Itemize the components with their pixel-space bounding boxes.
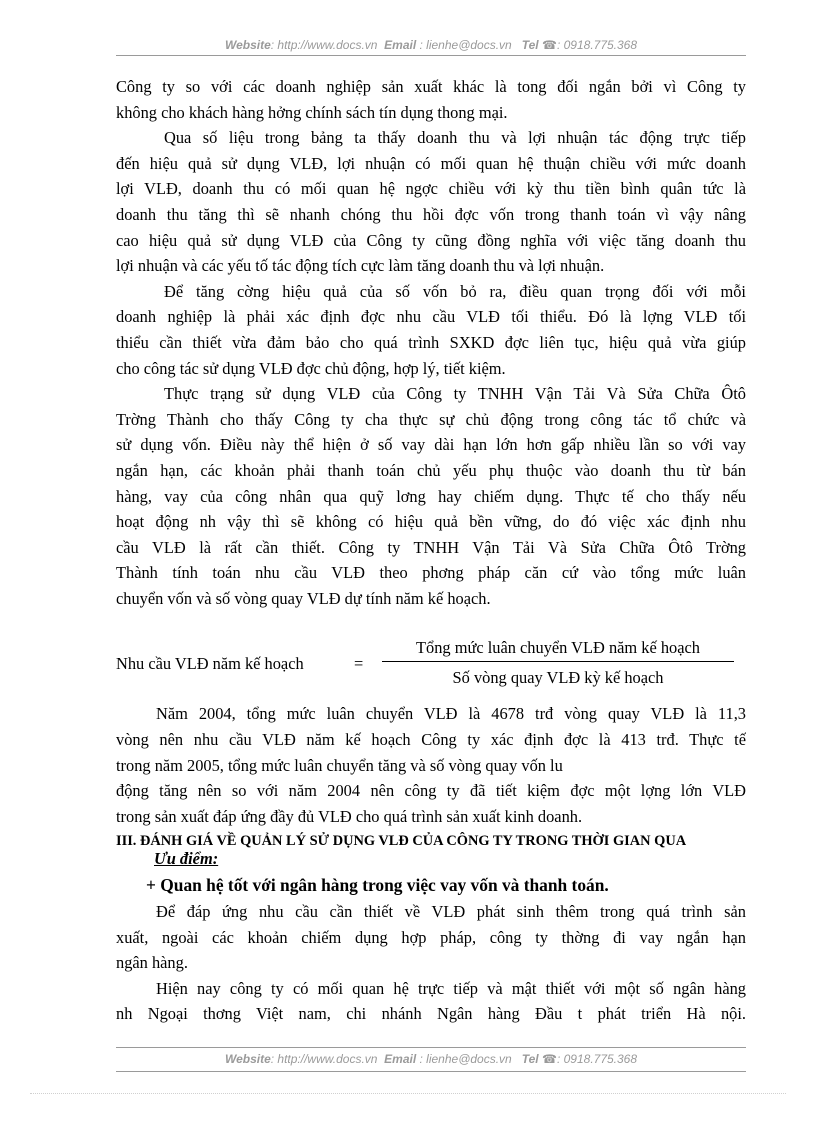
website-label: Website	[224, 38, 271, 52]
footer-rule-top	[116, 1047, 746, 1048]
page-footer	[116, 1052, 746, 1066]
page-edge-dots	[30, 1093, 786, 1094]
tel-value: : 0918.775.368	[556, 1052, 638, 1066]
text-line: Thực trạng sử dụng VLĐ của Công ty TNHH Vận Tải Và Sửa Chữa Ôtô	[164, 384, 746, 404]
tel-label: Tel	[521, 38, 539, 52]
paragraph-6	[116, 899, 746, 976]
text-line: xuất, ngoài các khoản chiếm dụng hợp pháp, công ty thờng đi vay ngắn hạn	[116, 927, 746, 947]
text-line: không cho khách hàng hởng chính sách tín dụng thong mại.	[116, 102, 508, 122]
text-line: Để tăng cờng hiệu quả của số vốn bỏ ra, điều quan trọng đối với mỗi	[164, 281, 746, 301]
text-line: cầu VLĐ là rất cần thiết. Công ty TNHH Vận Tải Và Sửa Chữa Ôtô Trờng	[116, 537, 746, 557]
text-line: ngân hàng.	[116, 953, 188, 973]
text-line: sử dụng vốn. Điều này thể hiện ở số vay dài hạn lớn hơn gấp nhiều lần so với vay	[116, 435, 746, 455]
website-label: Website	[224, 1052, 271, 1066]
section-title: III. ĐÁNH GIÁ VỀ QUẢN LÝ SỬ DỤNG VLĐ CỦA CÔNG TY TRONG THỜI GIAN QUA	[116, 833, 687, 850]
paragraph-2	[116, 125, 746, 279]
page-header	[116, 38, 746, 52]
email-label: Email	[384, 38, 417, 52]
formula-left: Nhu cầu VLĐ năm kế hoạch	[116, 654, 304, 674]
tel-value: : 0918.775.368	[556, 38, 638, 52]
text-line: lợi nhuận và các yếu tố tác động tích cực làm tăng doanh thu và lợi nhuận.	[116, 256, 605, 276]
formula	[116, 621, 746, 701]
text-line: Để đáp ứng nhu cầu cần thiết về VLĐ phát sinh thêm trong quá trình sản	[156, 902, 746, 922]
formula-denominator: Số vòng quay VLĐ kỳ kế hoạch	[452, 668, 664, 688]
text-line: cao hiệu quả sử dụng VLĐ của Công ty cũng đồng nghĩa với việc tăng doanh thu	[116, 230, 746, 250]
fraction-bar	[382, 661, 734, 662]
email-label: Email	[384, 1052, 417, 1066]
formula-numerator: Tổng mức luân chuyển VLĐ năm kế hoạch	[416, 638, 700, 658]
advantages-label: Ưu điểm:	[154, 849, 219, 869]
text-line: thiểu cần thiết vừa đảm bảo cho quá trình SXKD đợc liên tục, hiệu quả vừa giúp	[116, 332, 746, 352]
text-line: cho công tác sử dụng VLĐ đợc chủ động, hợp lý, tiết kiệm.	[116, 358, 506, 378]
website-value[interactable]: : http://www.docs.vn	[270, 1052, 378, 1066]
text-line: Năm 2004, tổng mức luân chuyển VLĐ là 4678 trđ vòng quay VLĐ là 11,3	[156, 704, 746, 724]
text-line: ngắn hạn, các khoản phải thanh toán chủ yếu phụ thuộc vào doanh thu từ bán	[116, 460, 746, 480]
text-line: nh Ngoại thơng Việt nam, chi nhánh Ngân hàng Đầu t phát triển Hà nội.	[116, 1004, 746, 1024]
text-line: hoạt động nh vậy thì sẽ không có hiệu quả bền vững, do đó việc xác định nhu	[116, 512, 746, 532]
text-line: đến hiệu quả sử dụng VLĐ, lợi nhuận có mối quan hệ thuận chiều với mức doanh	[116, 153, 746, 173]
paragraph-4	[116, 381, 746, 611]
footer-rule-bottom	[116, 1071, 746, 1072]
text-line: trong năm 2005, tổng mức luân chuyển tăng và số vòng quay vốn lu	[116, 755, 563, 775]
formula-equals: =	[354, 654, 364, 674]
text-line: Qua số liệu trong bảng ta thấy doanh thu và lợi nhuận tác động trực tiếp	[164, 128, 746, 148]
text-line: chuyển vốn và số vòng quay VLĐ dự tính năm kế hoạch.	[116, 588, 491, 608]
header-rule	[116, 55, 746, 56]
text-line: Hiện nay công ty có mối quan hệ trực tiếp và mật thiết với một số ngân hàng	[156, 978, 746, 998]
tel-label: Tel	[521, 1052, 539, 1066]
text-line: động tăng nên so với năm 2004 nên công ty đã tiết kiệm đợc một lợng lớn VLĐ	[116, 781, 746, 801]
text-line: Trờng Thành cho thấy Công ty cha thực sự chủ động trong công tác tổ chức và	[116, 409, 746, 429]
paragraph-7	[116, 976, 746, 1027]
document-body	[116, 74, 746, 1027]
text-line: doanh nghiệp là phải xác định đợc nhu cầu VLĐ tối thiểu. Đó là lợng VLĐ tối	[116, 307, 746, 327]
text-line: vòng nên nhu cầu VLĐ năm kế hoạch Công ty xác định đợc là 413 trđ. Thực tế	[116, 730, 746, 750]
text-line: Công ty so với các doanh nghiệp sản xuất khác là tong đối ngắn bởi vì Công ty	[116, 77, 746, 96]
website-value[interactable]: : http://www.docs.vn	[270, 38, 378, 52]
email-value[interactable]: : lienhe@docs.vn	[419, 1052, 512, 1066]
text-line: Thành tính toán nhu cầu VLĐ theo phơng pháp căn cứ vào tổng mức luân	[116, 563, 746, 583]
text-line: doanh thu tăng thì sẽ nhanh chóng thu hồi đợc vốn trong thanh toán vì vậy nâng	[116, 204, 746, 224]
text-line: lợi VLĐ, doanh thu có mối quan hệ ngợc chiều với kỳ thu tiền bình quân tức là	[116, 179, 746, 199]
bullet-heading: + Quan hệ tốt với ngân hàng trong việc vay vốn và thanh toán.	[146, 875, 609, 896]
paragraph-1	[116, 74, 746, 125]
paragraph-5	[116, 701, 746, 829]
text-line: trong sản xuất đáp ứng đầy đủ VLĐ cho quá trình sản xuất kinh doanh.	[116, 806, 583, 826]
paragraph-3	[116, 279, 746, 381]
text-line: hàng, vay của công nhân qua quỹ lơng hay chiếm dụng. Thực tế cho thấy nếu	[116, 486, 746, 506]
phone-icon: ☎	[542, 38, 557, 52]
phone-icon: ☎	[542, 1052, 557, 1066]
email-value[interactable]: : lienhe@docs.vn	[419, 38, 512, 52]
